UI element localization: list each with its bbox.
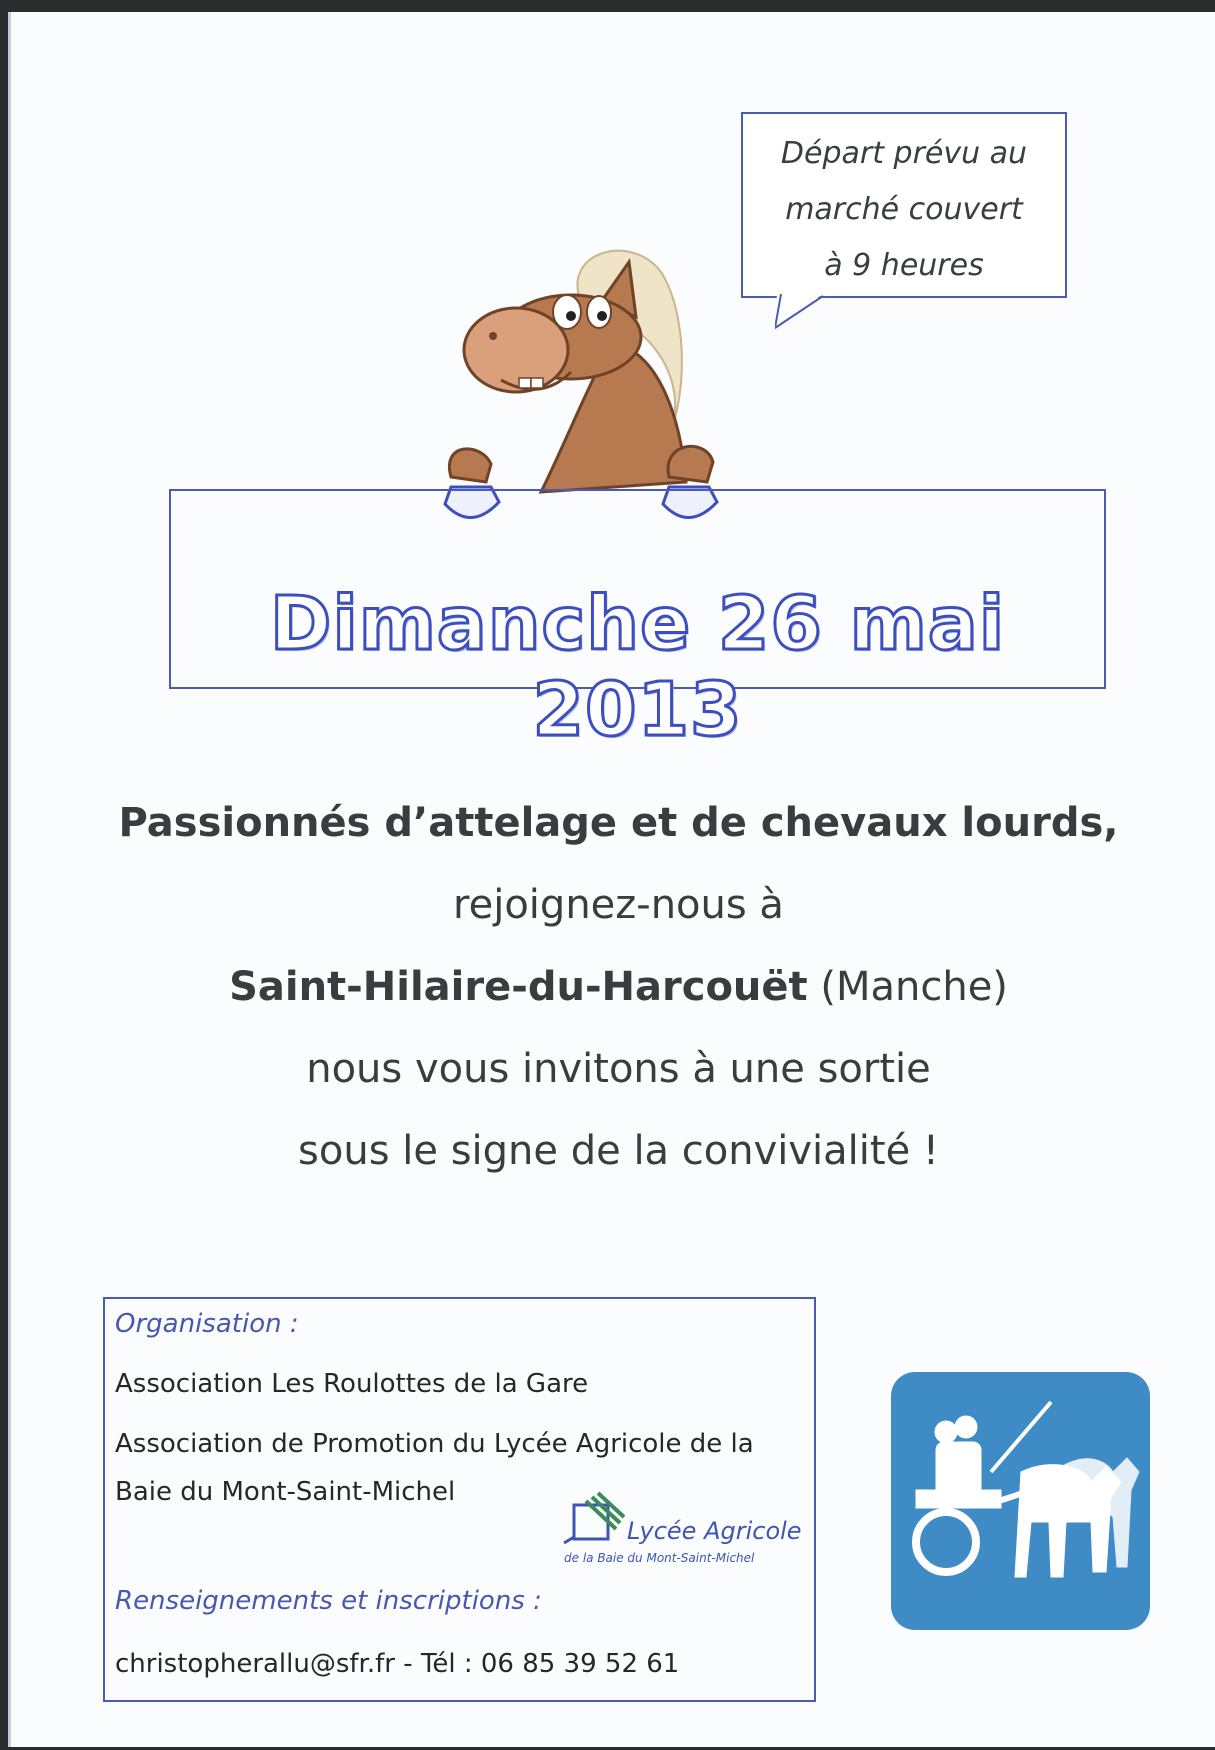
department-name: (Manche) — [807, 964, 1008, 1010]
organisation-box — [103, 1297, 816, 1702]
organisation-heading: Organisation : — [115, 1309, 299, 1339]
contact-details: christopherallu@sfr.fr - Tél : 06 85 39 52 61 — [115, 1649, 680, 1679]
invitation-message — [11, 782, 1215, 1192]
message-line: rejoignez-nous à — [453, 882, 784, 928]
organiser-name: Association de Promotion du Lycée Agricole de la — [115, 1429, 754, 1459]
organiser-name-continued: Baie du Mont-Saint-Michel — [115, 1477, 456, 1507]
message-line: nous vous invitons à une sortie — [306, 1046, 931, 1092]
message-location — [11, 946, 1215, 1028]
lycee-name: Lycée Agricole — [627, 1517, 802, 1545]
horse-carriage-icon — [891, 1372, 1150, 1630]
flyer-page — [8, 12, 1215, 1747]
lycee-logo-icon — [560, 1491, 630, 1551]
date-banner — [169, 489, 1106, 753]
bubble-line: marché couvert — [785, 192, 1023, 227]
bubble-line: Départ prévu au — [780, 136, 1028, 171]
city-name: Saint-Hilaire-du-Harcouët — [229, 964, 808, 1010]
message-headline: Passionnés d’attelage et de chevaux lourds, — [118, 800, 1119, 846]
lycee-subtitle: de la Baie du Mont-Saint-Michel — [564, 1551, 755, 1565]
bubble-line: à 9 heures — [824, 248, 984, 283]
renseignements-heading: Renseignements et inscriptions : — [115, 1586, 542, 1616]
organiser-name: Association Les Roulottes de la Gare — [115, 1369, 589, 1399]
lycee-agricole-logo — [560, 1491, 800, 1571]
event-date: Dimanche 26 mai 2013 — [269, 581, 1006, 753]
message-line: sous le signe de la convivialité ! — [298, 1128, 939, 1174]
